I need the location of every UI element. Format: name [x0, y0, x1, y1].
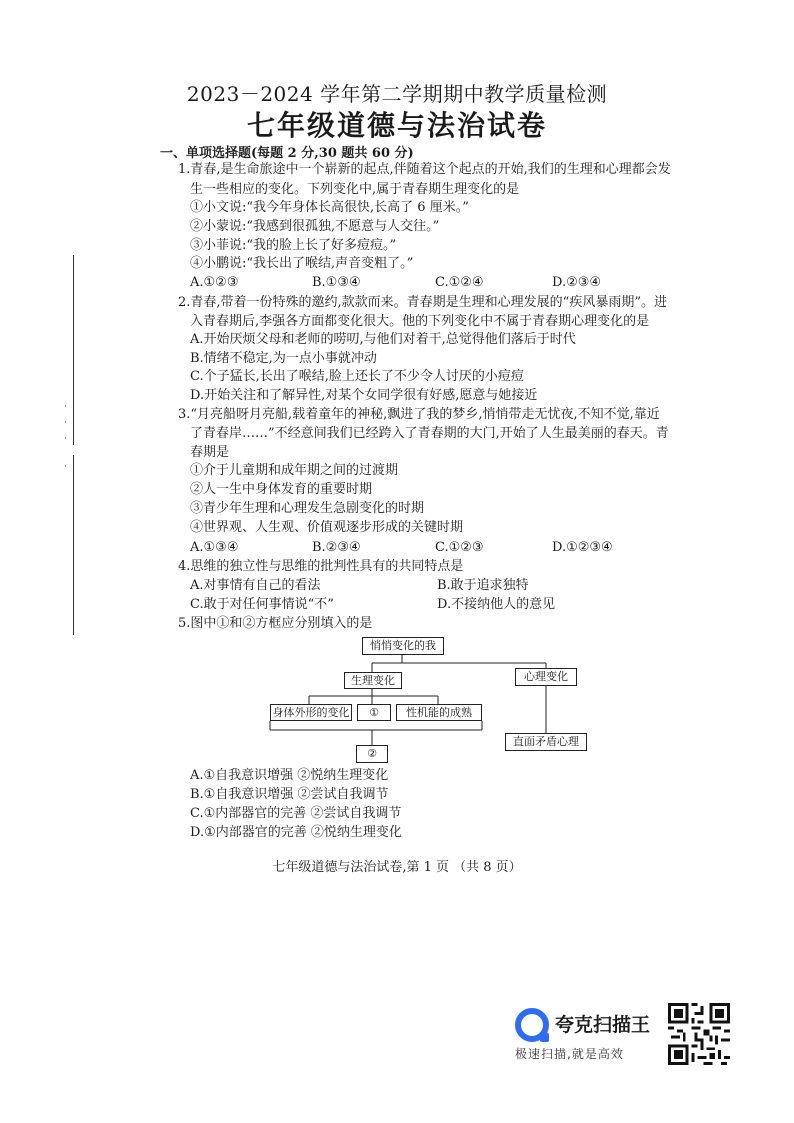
q4-option-d: D.不接纳他人的意见	[437, 597, 556, 612]
binding-dot: ·	[64, 462, 67, 472]
q5-option-c: C.①内部器官的完善 ②尝试自我调节	[190, 806, 402, 821]
diagram-body-box: 身体外形的变化	[270, 704, 352, 721]
qr-code-icon	[668, 1003, 730, 1065]
q1-stem: 1.青春,是生命旅途中一个崭新的起点,伴随着这个起点的开始,我们的生理和心理都会发	[178, 162, 671, 177]
q1-item: ②小蒙说:“我感到很孤独,不愿意与人交往。”	[190, 219, 440, 234]
q1-item: ④小鹏说:“我长出了喉结,声音变粗了。”	[190, 256, 414, 271]
section-heading: 一、单项选择题(每题 2 分,30 题共 60 分)	[160, 146, 414, 161]
diagram-blank1-box: ①	[357, 704, 391, 721]
q3-item: ②人一生中身体发育的重要时期	[190, 482, 373, 497]
q3-stem: 3.“月亮船呀月亮船,载着童年的神秘,飘进了我的梦乡,悄悄带走无忧夜,不知不觉,靠近	[178, 407, 660, 422]
scanner-brand: 夸克扫描王	[555, 1014, 651, 1036]
q1-option-a: A.①②③	[190, 275, 239, 290]
q5-stem: 5.图中①和②方框应分别填入的是	[178, 616, 373, 631]
q1-item: ③小菲说:“我的脸上长了好多痘痘。”	[190, 238, 397, 253]
diagram-sexual-box: 性机能的成熟	[396, 704, 482, 721]
q1-option-c: C.①②④	[435, 275, 484, 290]
q3-stem: 春期是	[190, 445, 230, 460]
page-footer: 七年级道德与法治试卷,第 1 页 （共 8 页）	[272, 860, 522, 875]
diagram-root-box: 悄悄变化的我	[362, 637, 444, 655]
q3-item: ③青少年生理和心理发生急剧变化的时期	[190, 501, 425, 516]
diagram-blank2-box: ②	[356, 745, 388, 763]
q2-stem: 入青春期后,李强各方面都变化很大。他的下列变化中不属于青春期心理变化的是	[190, 314, 650, 329]
q3-item: ④世界观、人生观、价值观逐步形成的关键时期	[190, 520, 464, 535]
q1-stem: 生一些相应的变化。下列变化中,属于青春期生理变化的是	[190, 182, 520, 197]
q2-option-a: A.开始厌烦父母和老师的唠叨,与他们对着干,总觉得他们落后于时代	[190, 332, 576, 347]
q3-option-b: B.②③④	[312, 540, 361, 555]
exam-header: 2023－2024 学年第二学期期中教学质量检测	[186, 82, 608, 106]
diagram-contradiction-box: 直面矛盾心理	[505, 733, 587, 751]
q1-item: ①小文说:“我今年身体长高很快,长高了 6 厘米。”	[190, 200, 469, 215]
q3-stem: 了青春岸……”不经意间我们已经跨入了青春期的大门,开始了人生最美丽的春天。青	[190, 426, 669, 441]
binding-dot: ·	[64, 418, 67, 428]
q2-option-b: B.情绪不稳定,为一点小事就冲动	[190, 351, 377, 366]
q3-option-d: D.①②③④	[552, 540, 613, 555]
scanner-slogan: 极速扫描,就是高效	[515, 1047, 624, 1061]
binding-dot: ·	[64, 402, 67, 412]
q5-option-d: D.①内部器官的完善 ②悦纳生理变化	[190, 825, 402, 840]
q2-option-d: D.开始关注和了解异性,对某个女同学很有好感,愿意与她接近	[190, 388, 538, 403]
scanner-logo-icon	[515, 1008, 549, 1042]
diagram-psycho-box: 心理变化	[515, 668, 577, 686]
binding-dot: ·	[64, 434, 67, 444]
q4-stem: 4.思维的独立性与思维的批判性具有的共同特点是	[178, 559, 464, 574]
q3-option-a: A.①③④	[190, 540, 239, 555]
q5-option-a: A.①自我意识增强 ②悦纳生理变化	[190, 768, 389, 783]
q5-option-b: B.①自我意识增强 ②尝试自我调节	[190, 787, 389, 802]
q2-option-c: C.个子猛长,长出了喉结,脸上还长了不少令人讨厌的小痘痘	[190, 369, 524, 384]
q2-stem: 2.青春,带着一份特殊的邀约,款款而来。青春期是生理和心理发展的“疾风暴雨期”。进	[178, 295, 667, 310]
q1-option-d: D.②③④	[552, 275, 602, 290]
q3-option-c: C.①②③	[435, 540, 484, 555]
exam-title: 七年级道德与法治试卷	[246, 109, 547, 142]
q4-option-b: B.敢于追求独特	[437, 578, 529, 593]
q4-option-a: A.对事情有自己的看法	[190, 578, 321, 593]
diagram-physio-box: 生理变化	[344, 672, 402, 689]
q4-option-c: C.敢于对任何事情说“不”	[190, 597, 334, 612]
q1-option-b: B.①③④	[312, 275, 361, 290]
q3-item: ①介于儿童期和成年期之间的过渡期	[190, 463, 399, 478]
